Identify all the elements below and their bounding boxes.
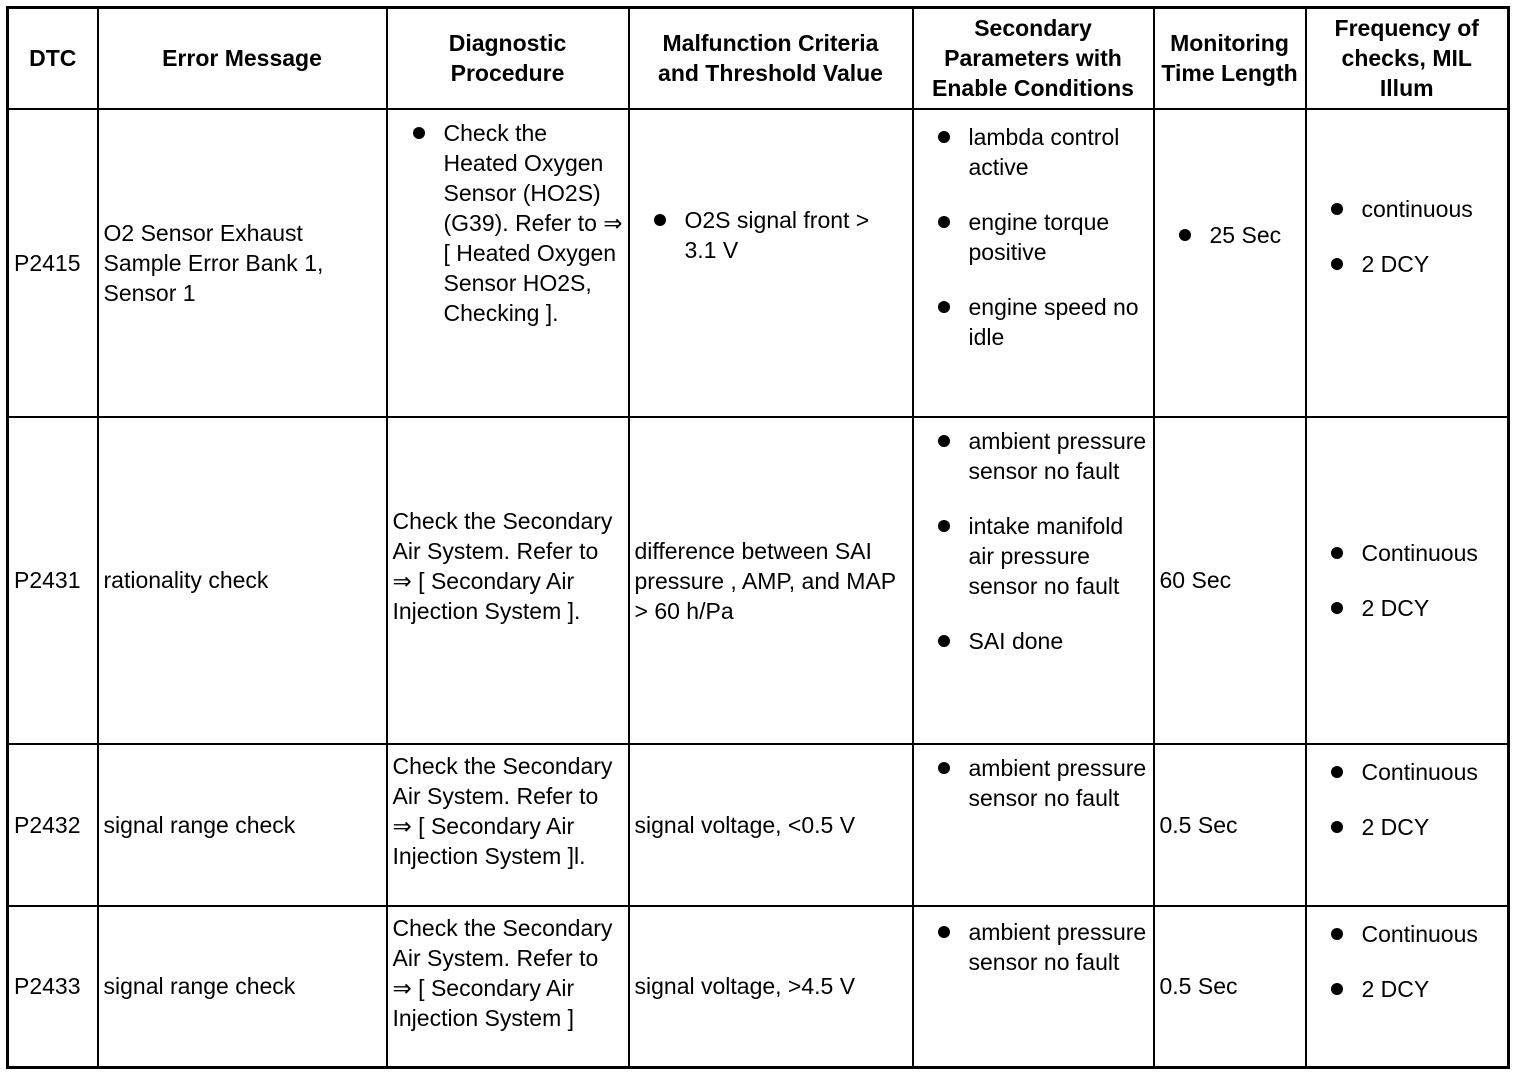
frequency-cell	[1306, 109, 1509, 417]
secondary-parameters-list	[919, 426, 1149, 656]
table-row	[8, 906, 1509, 1068]
table-row	[8, 744, 1509, 906]
secondary-parameters-cell	[913, 906, 1154, 1068]
frequency-item: Continuous	[1312, 919, 1504, 949]
table-row	[8, 109, 1509, 417]
frequency-list	[1312, 194, 1504, 279]
frequency-item: Continuous	[1312, 757, 1504, 787]
malfunction-criteria-cell: difference between SAI pressure , AMP, and MAP > 60 h/Pa	[629, 417, 913, 744]
dtc-cell: P2433	[8, 906, 98, 1068]
frequency-item: 2 DCY	[1312, 812, 1504, 842]
dtc-cell: P2432	[8, 744, 98, 906]
header-malfunction-criteria: Malfunction Criteria and Threshold Value	[629, 8, 913, 109]
header-dtc: DTC	[8, 8, 98, 109]
frequency-item: 2 DCY	[1312, 249, 1504, 279]
secondary-parameter-item: SAI done	[919, 626, 1149, 656]
malfunction-criteria-cell: signal voltage, >4.5 V	[629, 906, 913, 1068]
frequency-cell	[1306, 906, 1509, 1068]
secondary-parameters-list	[919, 122, 1149, 352]
header-frequency: Frequency of checks, MIL Illum	[1306, 8, 1509, 109]
header-monitoring-time: Monitoring Time Length	[1154, 8, 1306, 109]
frequency-item: Continuous	[1312, 538, 1504, 568]
monitoring-time-cell: 60 Sec	[1154, 417, 1306, 744]
secondary-parameters-list	[919, 753, 1149, 813]
secondary-parameter-item: engine torque positive	[919, 207, 1149, 267]
diagnostic-procedure-cell: Check the Secondary Air System. Refer to ⇒ [ Secondary Air Injection System ]	[387, 906, 629, 1068]
dtc-table	[6, 6, 1510, 1069]
monitoring-time-cell	[1154, 109, 1306, 417]
diagnostic-procedure-list	[393, 118, 624, 328]
diagnostic-procedure-cell: Check the Secondary Air System. Refer to ⇒ [ Secondary Air Injection System ]l.	[387, 744, 629, 906]
frequency-list	[1312, 757, 1504, 842]
malfunction-criteria-list	[635, 205, 908, 265]
header-secondary-parameters: Secondary Parameters with Enable Conditions	[913, 8, 1154, 109]
frequency-cell	[1306, 417, 1509, 744]
monitoring-time-item: 25 Sec	[1160, 220, 1301, 250]
diagnostic-procedure-cell: Check the Secondary Air System. Refer to ⇒ [ Secondary Air Injection System ].	[387, 417, 629, 744]
frequency-cell	[1306, 744, 1509, 906]
frequency-item: 2 DCY	[1312, 974, 1504, 1004]
error-message-cell: O2 Sensor Exhaust Sample Error Bank 1, Sensor 1	[98, 109, 387, 417]
table-row	[8, 417, 1509, 744]
dtc-cell: P2415	[8, 109, 98, 417]
error-message-cell: signal range check	[98, 744, 387, 906]
secondary-parameter-item: ambient pressure sensor no fault	[919, 753, 1149, 813]
secondary-parameter-item: intake manifold air pressure sensor no fault	[919, 511, 1149, 601]
monitoring-time-cell: 0.5 Sec	[1154, 906, 1306, 1068]
error-message-cell: rationality check	[98, 417, 387, 744]
header-error-message: Error Message	[98, 8, 387, 109]
secondary-parameter-item: engine speed no idle	[919, 292, 1149, 352]
table-header	[8, 8, 1509, 109]
secondary-parameters-cell	[913, 109, 1154, 417]
malfunction-criteria-cell	[629, 109, 913, 417]
frequency-item: 2 DCY	[1312, 593, 1504, 623]
dtc-cell: P2431	[8, 417, 98, 744]
frequency-list	[1312, 538, 1504, 623]
secondary-parameter-item: ambient pressure sensor no fault	[919, 917, 1149, 977]
diagnostic-procedure-cell	[387, 109, 629, 417]
diagnostic-procedure-item: Check the Heated Oxygen Sensor (HO2S) (G39). Refer to ⇒ [ Heated Oxygen Sensor HO2S, Checking ].	[393, 118, 624, 328]
malfunction-criteria-cell: signal voltage, <0.5 V	[629, 744, 913, 906]
monitoring-time-list	[1160, 220, 1301, 250]
error-message-cell: signal range check	[98, 906, 387, 1068]
frequency-list	[1312, 919, 1504, 1004]
secondary-parameters-cell	[913, 744, 1154, 906]
secondary-parameters-cell	[913, 417, 1154, 744]
secondary-parameters-list	[919, 917, 1149, 977]
monitoring-time-cell: 0.5 Sec	[1154, 744, 1306, 906]
frequency-item: continuous	[1312, 194, 1504, 224]
malfunction-criteria-item: O2S signal front > 3.1 V	[635, 205, 908, 265]
secondary-parameter-item: lambda control active	[919, 122, 1149, 182]
secondary-parameter-item: ambient pressure sensor no fault	[919, 426, 1149, 486]
header-diagnostic-procedure: Diagnostic Procedure	[387, 8, 629, 109]
header-row	[8, 8, 1509, 109]
table-body	[8, 109, 1509, 1068]
